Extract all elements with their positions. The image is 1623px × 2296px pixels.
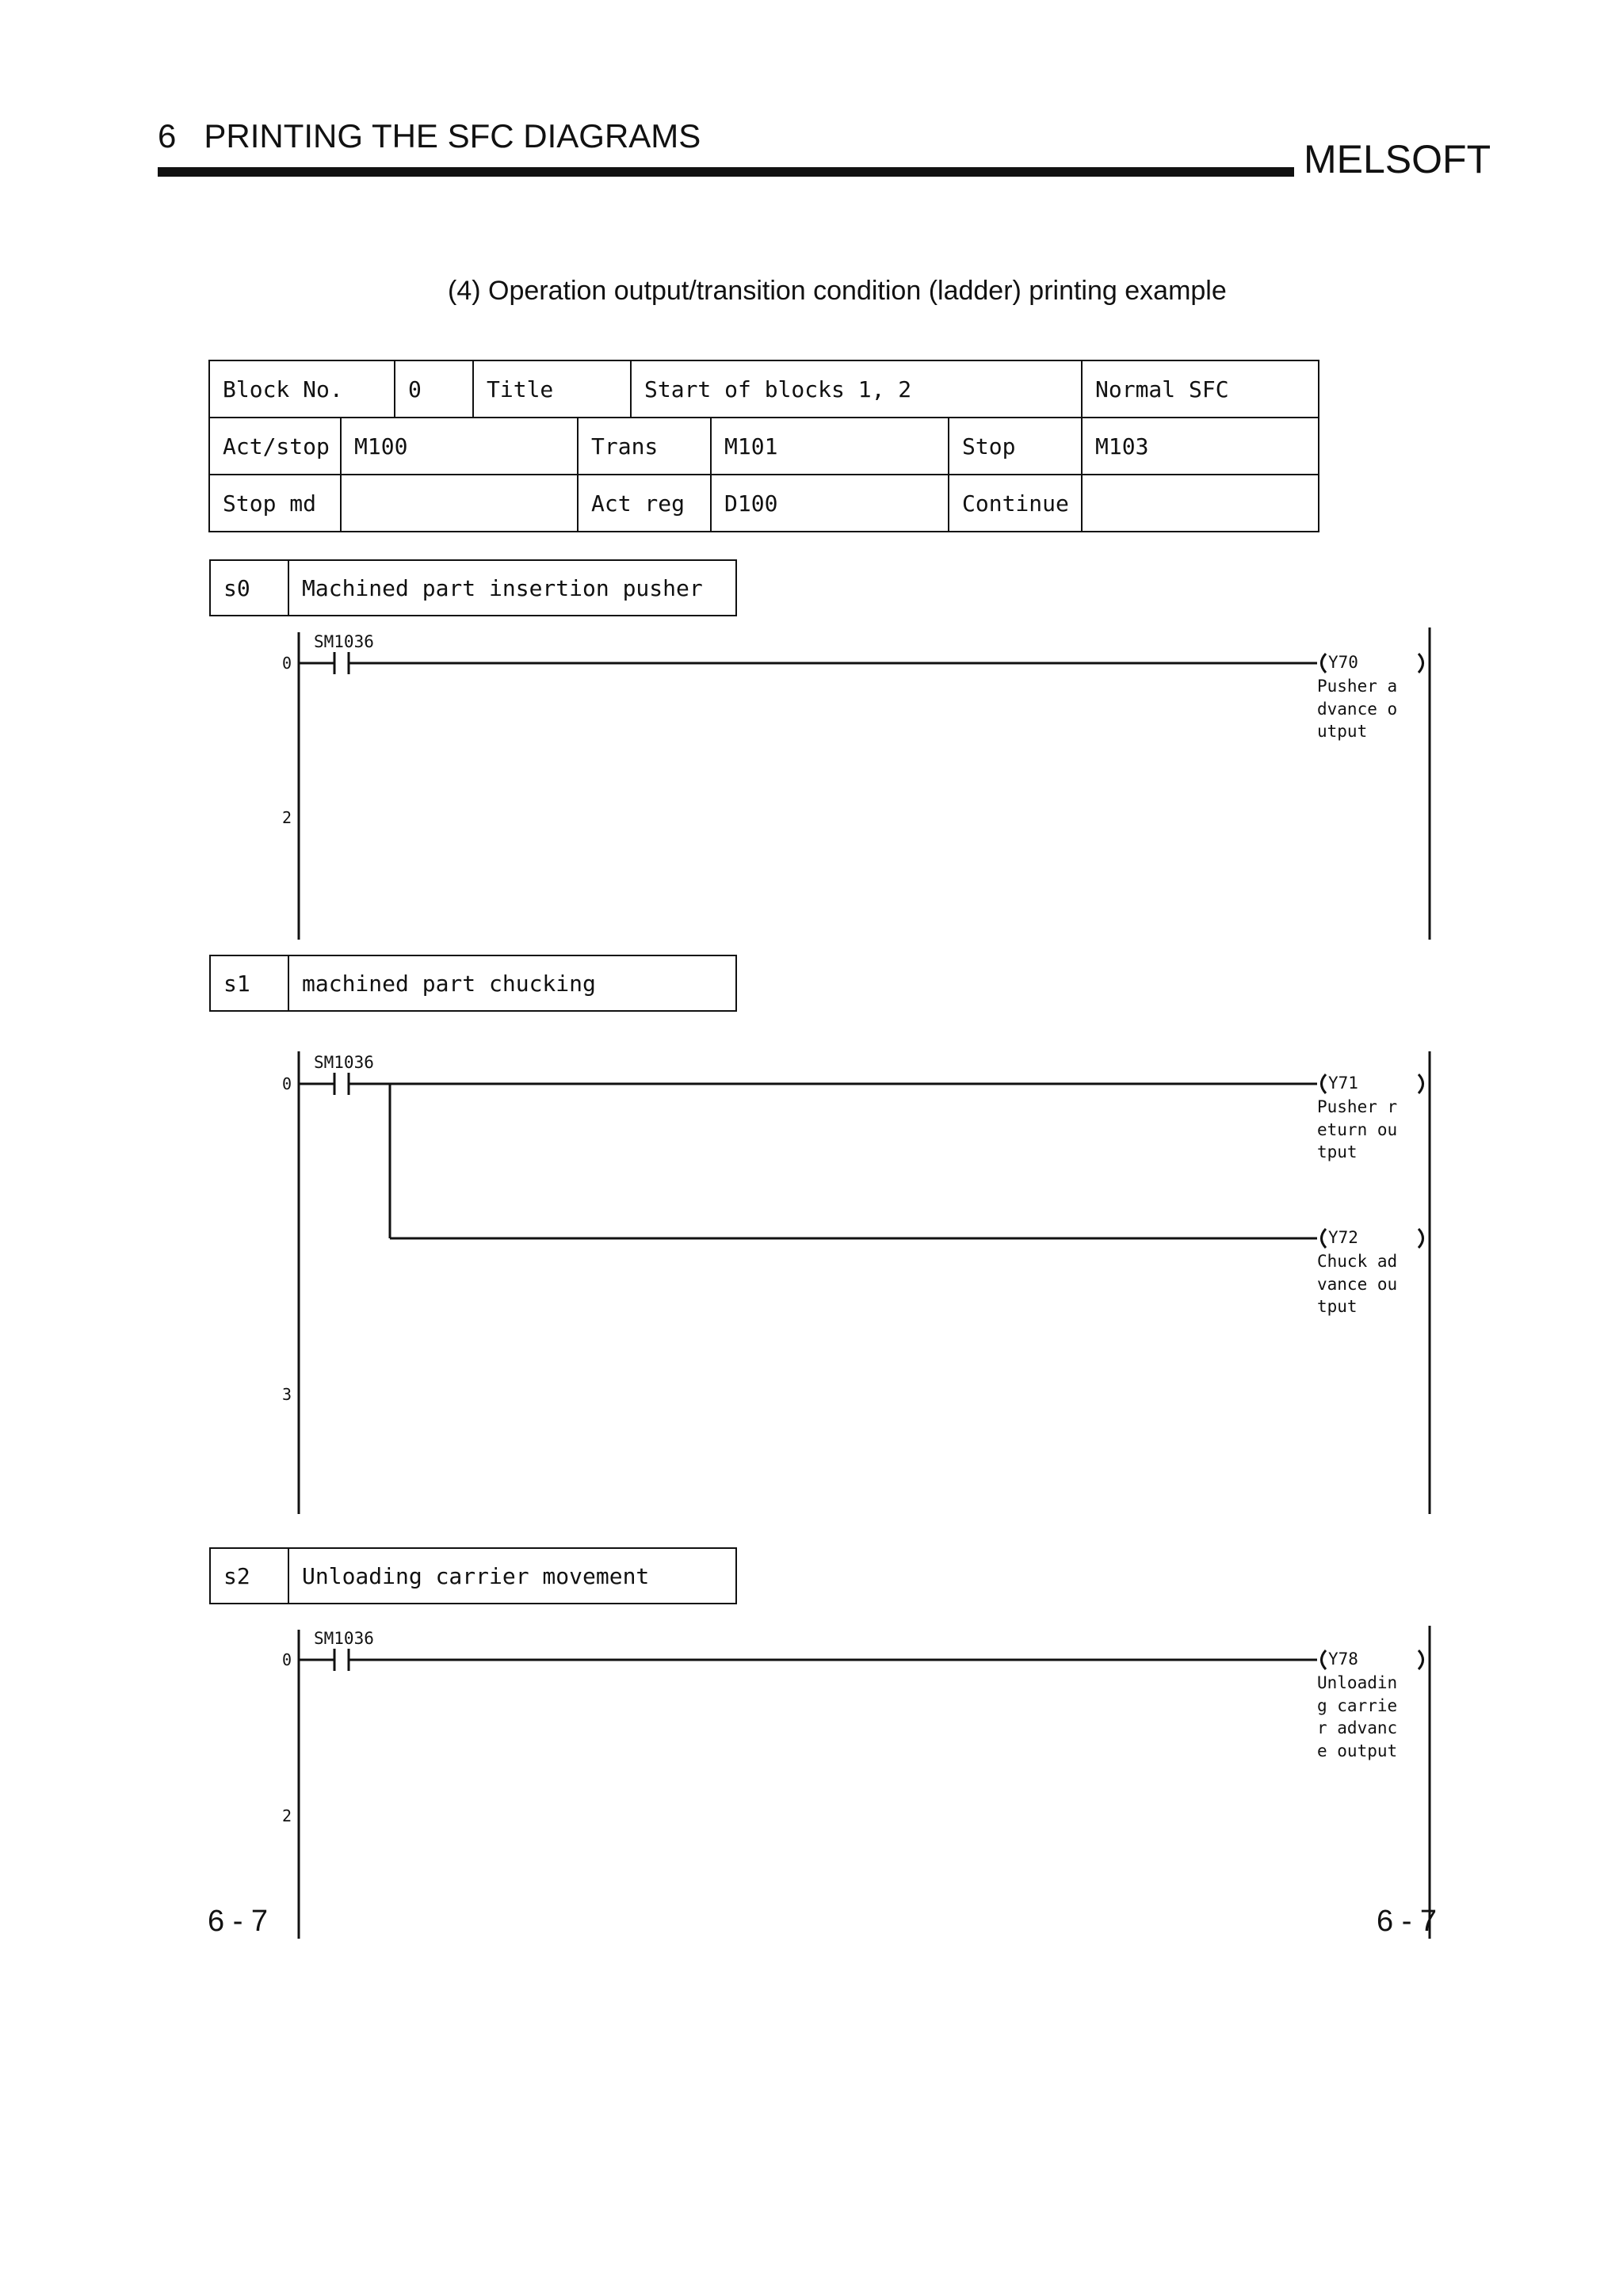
ladder-s1 xyxy=(299,1051,1430,1514)
step-name: Machined part insertion pusher xyxy=(302,574,703,601)
ladder-s0 xyxy=(299,627,1430,940)
brand-logo-text: MELSOFT xyxy=(1304,137,1491,181)
act-reg-value: D100 xyxy=(710,474,949,532)
contact-label: SM1036 xyxy=(314,1629,374,1648)
coil-comment: Pusher a dvance o utput xyxy=(1317,677,1398,741)
contact-symbol xyxy=(299,1073,349,1095)
coil-open xyxy=(1322,1074,1327,1093)
line-number: 0 xyxy=(282,1650,292,1669)
contact-symbol xyxy=(299,652,349,674)
coil-comment: Unloadin g carrie r advanc e output xyxy=(1317,1673,1398,1760)
trans-label: Trans xyxy=(577,417,712,475)
page-number-right: 6 - 7 xyxy=(1377,1905,1438,1938)
step-id: s0 xyxy=(211,561,289,615)
coil-device-label: Y70 xyxy=(1328,653,1358,672)
step-id: s1 xyxy=(211,956,289,1010)
stop-value: M103 xyxy=(1081,417,1319,475)
coil-device-label: Y71 xyxy=(1328,1074,1358,1093)
act-stop-value: M100 xyxy=(340,417,579,475)
stop-label: Stop xyxy=(948,417,1083,475)
coil-open xyxy=(1322,1229,1327,1248)
coil-open xyxy=(1322,654,1327,673)
coil-close xyxy=(1419,654,1423,673)
page-number-left: 6 - 7 xyxy=(208,1905,269,1938)
title-value: Start of blocks 1, 2 xyxy=(630,360,1083,418)
act-reg-label: Act reg xyxy=(577,474,712,532)
coil-close xyxy=(1419,1650,1423,1669)
line-number: 2 xyxy=(282,1806,292,1825)
step-id: s2 xyxy=(211,1549,289,1603)
contact-label: SM1036 xyxy=(314,1053,374,1072)
line-number: 0 xyxy=(282,654,292,673)
coil-close xyxy=(1419,1074,1423,1093)
coil-device-label: Y72 xyxy=(1328,1228,1358,1247)
contact-symbol xyxy=(299,1649,349,1671)
line-number: 2 xyxy=(282,808,292,827)
stop-md-label: Stop md xyxy=(208,474,342,532)
coil-comment: Pusher r eturn ou tput xyxy=(1317,1097,1398,1161)
chapter-heading: 6 PRINTING THE SFC DIAGRAMS xyxy=(158,117,701,154)
trans-value: M101 xyxy=(710,417,949,475)
title-label: Title xyxy=(472,360,632,418)
block-no-value: 0 xyxy=(394,360,474,418)
block-no-label: Block No. xyxy=(208,360,395,418)
sfc-type-value: Normal SFC xyxy=(1081,360,1319,418)
line-number: 0 xyxy=(282,1074,292,1093)
act-stop-label: Act/stop xyxy=(208,417,342,475)
step-name: machined part chucking xyxy=(302,970,596,997)
coil-close xyxy=(1419,1229,1423,1248)
coil-comment: Chuck ad vance ou tput xyxy=(1317,1252,1398,1316)
contact-label: SM1036 xyxy=(314,632,374,651)
continue-label: Continue xyxy=(948,474,1083,532)
ladder-s2 xyxy=(299,1626,1430,1939)
section-caption: (4) Operation output/transition condition (ladder) printing example xyxy=(448,276,1227,306)
coil-open xyxy=(1322,1650,1327,1669)
coil-device-label: Y78 xyxy=(1328,1650,1358,1669)
step-name: Unloading carrier movement xyxy=(302,1562,650,1589)
line-number: 3 xyxy=(282,1385,292,1404)
